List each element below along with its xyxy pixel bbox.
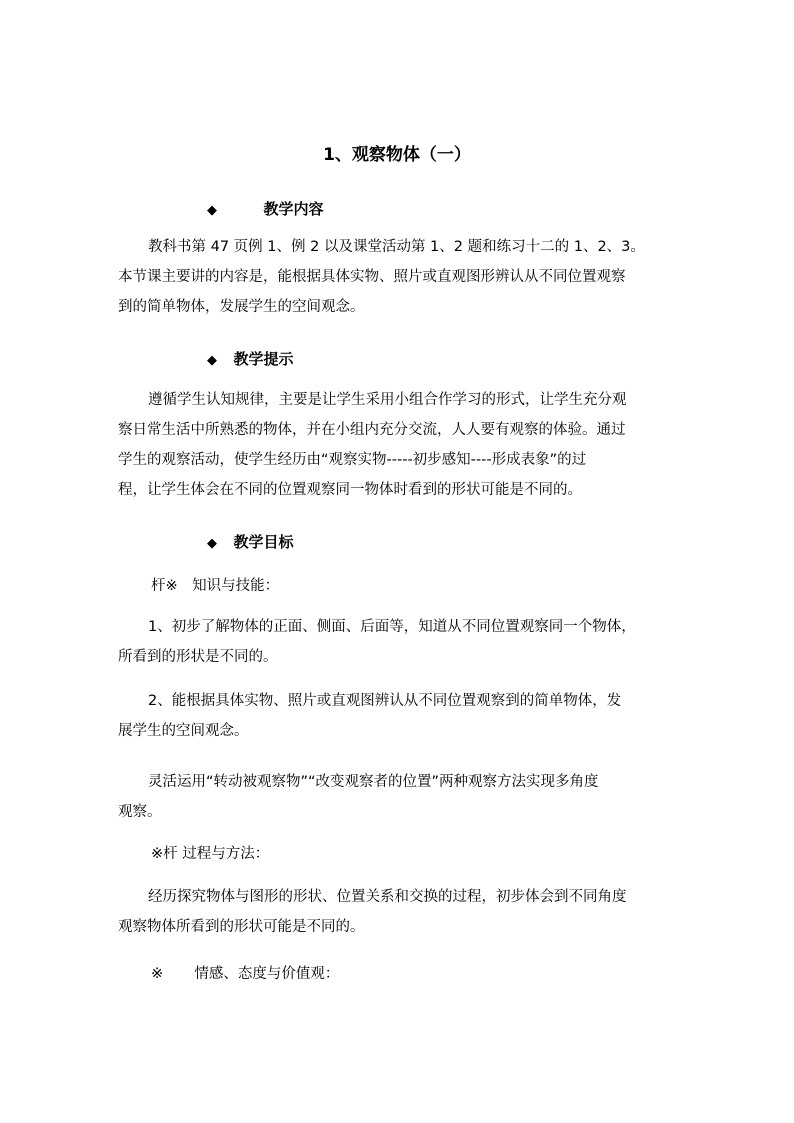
goal-item-2 [118,686,678,746]
section-heading-content [207,198,323,222]
section-heading-hint [207,348,293,372]
paragraph-line: 教科书第 47 页例 1、例 2 以及课堂活动第 1、2 题和练习十二的 1、2、3。 [148,239,645,255]
section-heading-label: 教学目标 [233,533,294,551]
paragraph-line: 展学生的空间观念。 [118,723,249,739]
section-heading-label: 教学内容 [263,200,324,218]
paragraph-line: 本节课主要讲的内容是，能根据具体实物、照片或直观图形辨认从不同位置观察 [118,269,626,285]
diamond-bullet-icon: ◆ [207,353,217,368]
section-heading-label: 教学提示 [233,350,294,368]
hint-paragraph [118,385,678,505]
paragraph-line: 所看到的形状是不同的。 [118,649,278,665]
paragraph-line: 到的简单物体，发展学生的空间观念。 [118,299,365,315]
paragraph-line: 学生的观察活动，使学生经历由“观察实物-----初步感知----形成表象”的过 [118,452,587,468]
diamond-bullet-icon: ◆ [207,203,217,218]
content-paragraph [118,232,678,322]
paragraph-line: 1、初步了解物体的正面、侧面、后面等，知道从不同位置观察同一个物体， [148,619,636,635]
emotion-attitude-text: 情感、态度与价值观： [194,966,340,982]
page-title: 1、观察物体（一） [323,145,471,165]
paragraph-line: 观察。 [118,804,162,820]
diamond-bullet-icon: ◆ [207,536,217,551]
paragraph-line: 观察物体所看到的形状可能是不同的。 [118,919,365,935]
paragraph-line: 察日常生活中所熟悉的物体，并在小组内充分交流，人人要有观察的体验。通过 [118,422,626,438]
flexible-observation-paragraph [118,767,678,827]
knowledge-skills-label: 杆※ 知识与技能： [151,578,280,594]
emotion-attitude-label [151,963,339,985]
paragraph-line: 经历探究物体与图形的形状、位置关系和交换的过程，初步体会到不同角度 [148,889,627,905]
process-paragraph [118,882,678,942]
paragraph-line: 2、能根据具体实物、照片或直观图辨认从不同位置观察到的简单物体，发 [148,693,622,709]
section-heading-goals [207,531,293,555]
paragraph-line: 程，让学生体会在不同的位置观察同一物体时看到的形状可能是不同的。 [118,482,582,498]
paragraph-line: 灵活运用“转动被观察物”“改变观察者的位置”两种观察方法实现多角度 [148,774,599,790]
reference-mark-icon: ※ [151,966,164,982]
paragraph-line: 遵循学生认知规律，主要是让学生采用小组合作学习的形式，让学生充分观 [148,392,627,408]
process-method-label: ※杆 过程与方法： [151,846,270,862]
goal-item-1 [118,612,678,672]
